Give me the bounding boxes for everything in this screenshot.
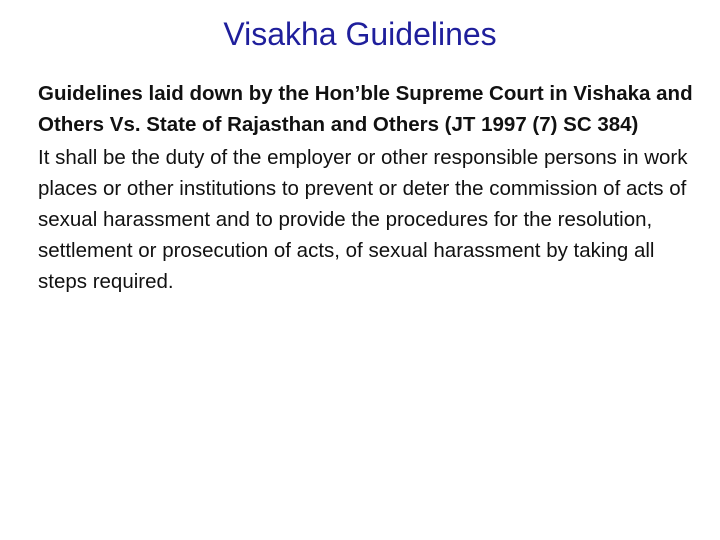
body-paragraph: It shall be the duty of the employer or other responsible persons in work places or other institutions to prevent or deter the commission of acts of sexual harassment and to provide the procedures for the resolution, settlement or prosecution of acts, of sexual harassment by taking all steps required. bbox=[38, 146, 688, 293]
slide-body bbox=[38, 78, 698, 297]
heading-paragraph: Guidelines laid down by the Hon’ble Supreme Court in Vishaka and Others Vs. State of Rajasthan and Others (JT 1997 (7) SC 384) bbox=[38, 82, 693, 136]
slide-title: Visakha Guidelines bbox=[223, 16, 497, 52]
